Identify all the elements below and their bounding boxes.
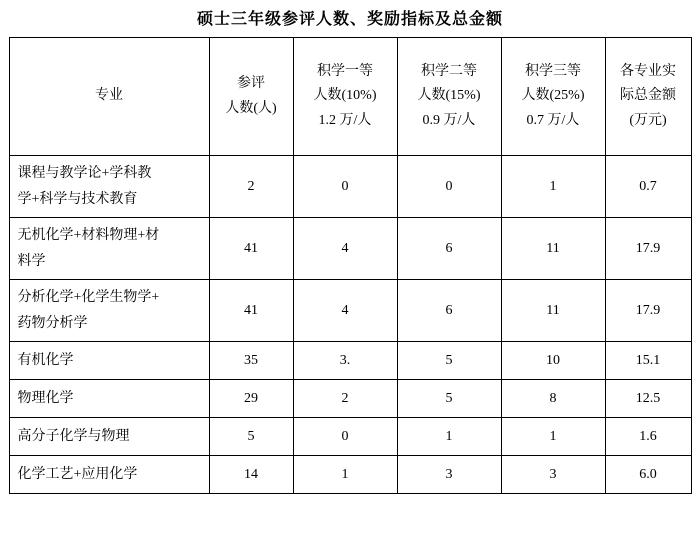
award-table xyxy=(9,37,692,494)
table-row xyxy=(9,418,691,456)
cell-tier2: 6 xyxy=(397,280,501,342)
cell-count: 41 xyxy=(209,280,293,342)
cell-total: 6.0 xyxy=(605,456,691,494)
column-header-tier3-line-2: 人数(25%) xyxy=(521,88,585,104)
cell-total: 17.9 xyxy=(605,218,691,280)
column-header-major xyxy=(9,38,209,156)
cell-count: 2 xyxy=(209,156,293,218)
cell-tier3: 3 xyxy=(501,456,605,494)
column-header-total-line-2: 际总金额 xyxy=(620,88,676,104)
column-header-tier1 xyxy=(293,38,397,156)
cell-tier2: 1 xyxy=(397,418,501,456)
column-header-tier2-line-1: 积学二等 xyxy=(421,63,477,79)
cell-tier2: 5 xyxy=(397,380,501,418)
cell-major-line-1: 无机化学+材料物理+材 xyxy=(17,227,160,243)
table-header-row xyxy=(9,38,691,156)
column-header-tier2 xyxy=(397,38,501,156)
column-header-tier3-line-3: 0.7 万/人 xyxy=(526,112,580,128)
table-body xyxy=(9,156,691,494)
column-header-count-line-1: 参评 xyxy=(237,76,265,91)
column-header-major-line-1: 专业 xyxy=(95,88,123,104)
cell-count: 35 xyxy=(209,342,293,380)
column-header-tier1-line-2: 人数(10%) xyxy=(313,88,377,104)
cell-tier1: 1 xyxy=(293,456,397,494)
cell-major-line-2: 学+科学与技术教育 xyxy=(17,191,138,207)
cell-tier1: 2 xyxy=(293,380,397,418)
cell-count: 41 xyxy=(209,218,293,280)
cell-tier1: 0 xyxy=(293,418,397,456)
cell-tier1: 3. xyxy=(293,342,397,380)
cell-major-line-1: 课程与教学论+学科教 xyxy=(17,165,152,181)
cell-major-line-1: 分析化学+化学生物学+ xyxy=(17,289,160,305)
column-header-tier2-line-2: 人数(15%) xyxy=(417,88,481,104)
cell-total: 0.7 xyxy=(605,156,691,218)
cell-tier2: 5 xyxy=(397,342,501,380)
table-row xyxy=(9,380,691,418)
table-header xyxy=(9,38,691,156)
cell-count: 14 xyxy=(209,456,293,494)
cell-tier3: 1 xyxy=(501,418,605,456)
cell-tier3: 11 xyxy=(501,218,605,280)
cell-count: 29 xyxy=(209,380,293,418)
cell-total: 17.9 xyxy=(605,280,691,342)
cell-major: 物理化学 xyxy=(9,380,209,418)
cell-tier3: 10 xyxy=(501,342,605,380)
cell-total: 1.6 xyxy=(605,418,691,456)
table-row xyxy=(9,342,691,380)
column-header-tier3-line-1: 积学三等 xyxy=(525,63,581,79)
cell-major: 有机化学 xyxy=(9,342,209,380)
table-row xyxy=(9,218,691,280)
page-title: 硕士三年级参评人数、奖励指标及总金额 xyxy=(196,11,503,28)
column-header-tier3 xyxy=(501,38,605,156)
cell-major: 高分子化学与物理 xyxy=(9,418,209,456)
cell-major-line-2: 料学 xyxy=(17,253,46,269)
cell-major-line-2: 药物分析学 xyxy=(17,315,88,331)
table-row xyxy=(9,156,691,218)
column-header-count-line-2: 人数(人) xyxy=(225,100,277,116)
cell-major xyxy=(9,218,209,280)
cell-tier3: 11 xyxy=(501,280,605,342)
cell-tier1: 4 xyxy=(293,218,397,280)
cell-tier3: 8 xyxy=(501,380,605,418)
column-header-total xyxy=(605,38,691,156)
cell-count: 5 xyxy=(209,418,293,456)
cell-tier2: 6 xyxy=(397,218,501,280)
cell-tier1: 4 xyxy=(293,280,397,342)
cell-tier1: 0 xyxy=(293,156,397,218)
cell-major: 化学工艺+应用化学 xyxy=(9,456,209,494)
column-header-total-line-1: 各专业实 xyxy=(620,63,676,79)
table-row xyxy=(9,456,691,494)
cell-total: 12.5 xyxy=(605,380,691,418)
cell-major xyxy=(9,156,209,218)
cell-tier2: 3 xyxy=(397,456,501,494)
column-header-count xyxy=(209,38,293,156)
column-header-tier2-line-3: 0.9 万/人 xyxy=(422,112,476,128)
cell-tier2: 0 xyxy=(397,156,501,218)
column-header-tier1-line-1: 积学一等 xyxy=(317,63,373,79)
column-header-tier1-line-3: 1.2 万/人 xyxy=(318,112,372,128)
table-row xyxy=(9,280,691,342)
column-header-total-line-3: (万元) xyxy=(629,112,667,128)
cell-major xyxy=(9,280,209,342)
cell-total: 15.1 xyxy=(605,342,691,380)
cell-tier3: 1 xyxy=(501,156,605,218)
